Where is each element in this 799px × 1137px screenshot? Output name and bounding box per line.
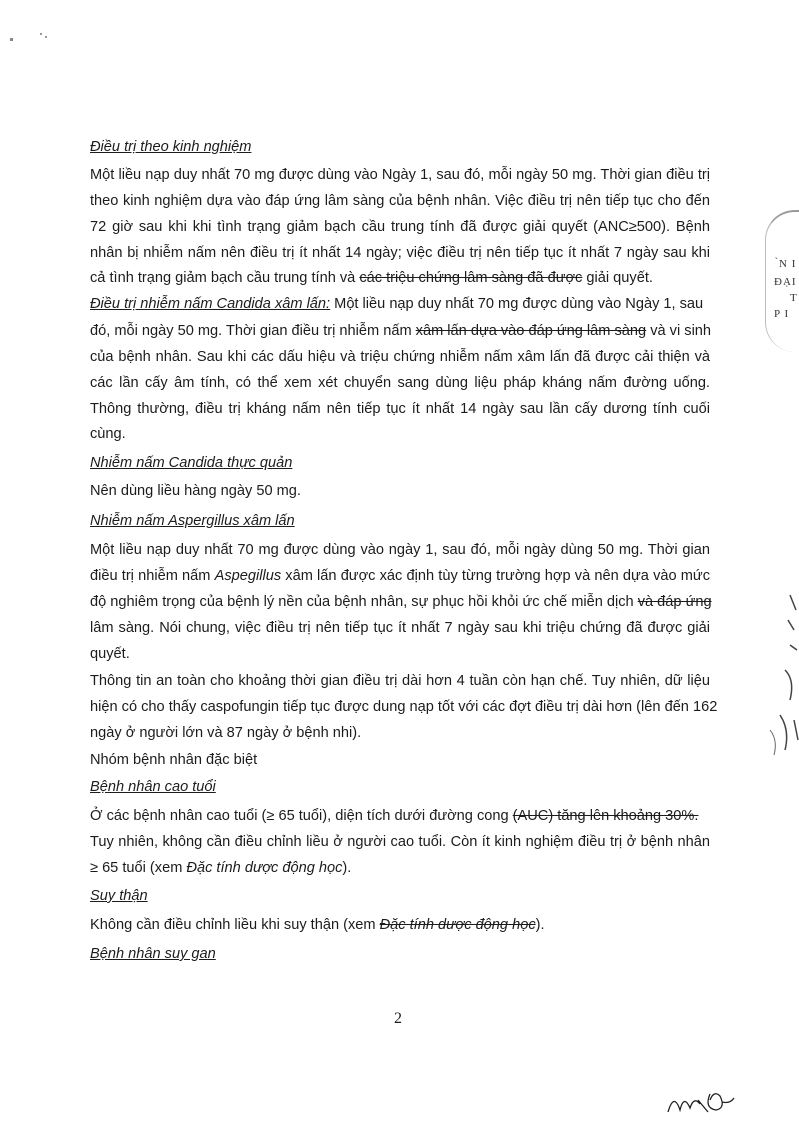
- text-span: cả tình trạng giảm bạch cầu trung tính và: [90, 270, 360, 286]
- heading-special-populations: Nhóm bệnh nhân đặc biệt: [90, 752, 258, 768]
- text-span: ).: [535, 917, 545, 933]
- stamp-text: ĐẠI: [774, 276, 797, 288]
- struck-text: xâm lấn dựa vào đáp ứng lâm sàng: [415, 323, 647, 339]
- text-span: đó, mỗi ngày 50 mg. Thời gian điều trị nhiễm nấm: [90, 323, 416, 339]
- text-span: ).: [342, 860, 352, 876]
- heading-invasive-aspergillosis: Nhiễm nấm Aspergillus xâm lấn: [90, 513, 295, 529]
- paragraph-line: [90, 294, 710, 314]
- stamp-text: P I: [774, 308, 790, 320]
- heading-elderly: Bệnh nhân cao tuổi: [90, 779, 216, 795]
- stamp-text: T: [790, 292, 798, 304]
- paragraph-line: Một liều nạp duy nhất 70 mg được dùng vào ngày 1, sau đó, mỗi ngày dùng 50 mg. Thời gian: [90, 542, 710, 558]
- paragraph-line: ngày ở người lớn và 87 ngày ở bệnh nhi).: [90, 725, 362, 741]
- stamp-text: ̀N I: [778, 258, 797, 270]
- handwritten-signature: [664, 1082, 744, 1122]
- struck-text: và đáp ứng: [637, 594, 712, 610]
- text-span: ≥ 65 tuổi (xem: [90, 860, 187, 876]
- paragraph-line: [90, 592, 710, 612]
- seal-fragment: [760, 590, 799, 760]
- heading-hepatic: Bệnh nhân suy gan: [90, 946, 216, 962]
- paragraph-line: quyết.: [90, 646, 130, 662]
- text-span: và vi sinh: [646, 323, 712, 339]
- text-span: Ở các bệnh nhân cao tuổi (≥ 65 tuổi), diện tích dưới đường cong: [90, 808, 513, 824]
- scan-speck: [10, 38, 13, 41]
- text-span: xâm lấn được xác định tùy từng trường hợp và nên dựa vào mức: [281, 568, 710, 584]
- paragraph-line: theo kinh nghiệm dựa vào đáp ứng lâm sàng của bệnh nhân. Việc điều trị nên tiếp tục cho đến: [90, 193, 710, 209]
- paragraph-line: Thông tin an toàn cho khoảng thời gian điều trị dài hơn 4 tuần còn hạn chế. Tuy nhiên, dữ liệu: [90, 673, 710, 689]
- struck-text: các triệu chứng lâm sàng đã được: [359, 270, 583, 286]
- struck-italic-text: Đặc tính dược động học: [379, 917, 536, 933]
- heading-invasive-candida: Điều trị nhiễm nấm Candida xâm lấn:: [90, 296, 331, 312]
- italic-text: Đặc tính dược động học: [186, 860, 343, 876]
- paragraph-line: [90, 566, 710, 586]
- paragraph-line: của bệnh nhân. Sau khi các dấu hiệu và triệu chứng nhiễm nấm xâm lấn đã được cải thiện và: [90, 349, 710, 365]
- paragraph-line: [90, 268, 710, 288]
- paragraph-line: cùng.: [90, 426, 126, 442]
- text-span: Không cần điều chỉnh liều khi suy thận (xem: [90, 917, 380, 933]
- heading-esophageal-candidiasis: Nhiễm nấm Candida thực quản: [90, 455, 293, 471]
- scan-speck: [45, 36, 47, 38]
- paragraph-line: Nên dùng liều hàng ngày 50 mg.: [90, 483, 301, 499]
- paragraph-line: [90, 321, 710, 341]
- page-number: 2: [394, 1010, 402, 1027]
- paragraph-line: 72 giờ sau khi khi tình trạng giảm bạch cầu trung tính đã được giải quyết (ANC≥500). Bệnh: [90, 219, 710, 235]
- paragraph-line: hiện có cho thấy caspofungin tiếp tục được dung nạp tốt với các đợt điều trị dài hơn (lên đến 162: [90, 699, 718, 715]
- paragraph-line: Một liều nạp duy nhất 70 mg được dùng vào Ngày 1, sau đó, mỗi ngày 50 mg. Thời gian điều trị: [90, 167, 710, 183]
- text-span: độ nghiêm trọng của bệnh lý nền của bệnh nhân, sự phục hồi khỏi ức chế miễn dịch: [90, 594, 638, 610]
- paragraph-line: nhân bị nhiễm nấm nên điều trị ít nhất 14 ngày; việc điều trị nên tiếp tục ít nhất 7 ngày sau khi: [90, 245, 710, 261]
- text-span: giải quyết.: [582, 270, 653, 286]
- heading-empiric-therapy: Điều trị theo kinh nghiệm: [90, 139, 252, 155]
- paragraph-line: [90, 858, 710, 878]
- scan-speck: [40, 33, 42, 35]
- paragraph-line: [90, 915, 710, 935]
- paragraph-line: Tuy nhiên, không cần điều chỉnh liều ở người cao tuổi. Còn ít kinh nghiệm điều trị ở bệnh nhân: [90, 834, 710, 850]
- paragraph-line: lâm sàng. Nói chung, việc điều trị nên tiếp tục ít nhất 7 ngày sau khi triệu chứng đã được giải: [90, 620, 710, 636]
- italic-text: Aspegillus: [214, 568, 282, 584]
- struck-text: (AUC) tăng lên khoảng 30%.: [512, 808, 699, 824]
- paragraph-line: các lần cấy âm tính, có thể xem xét chuyển sang dùng liệu pháp kháng nấm đường uống.: [90, 375, 710, 391]
- text-span: điều trị nhiễm nấm: [90, 568, 215, 584]
- text-span: Một liều nạp duy nhất 70 mg được dùng vào Ngày 1, sau: [330, 296, 704, 312]
- heading-renal: Suy thận: [90, 888, 148, 904]
- paragraph-line: [90, 806, 710, 826]
- paragraph-line: Thông thường, điều trị kháng nấm nên tiếp tục ít nhất 14 ngày sau lần cấy dương tính cuối: [90, 401, 710, 417]
